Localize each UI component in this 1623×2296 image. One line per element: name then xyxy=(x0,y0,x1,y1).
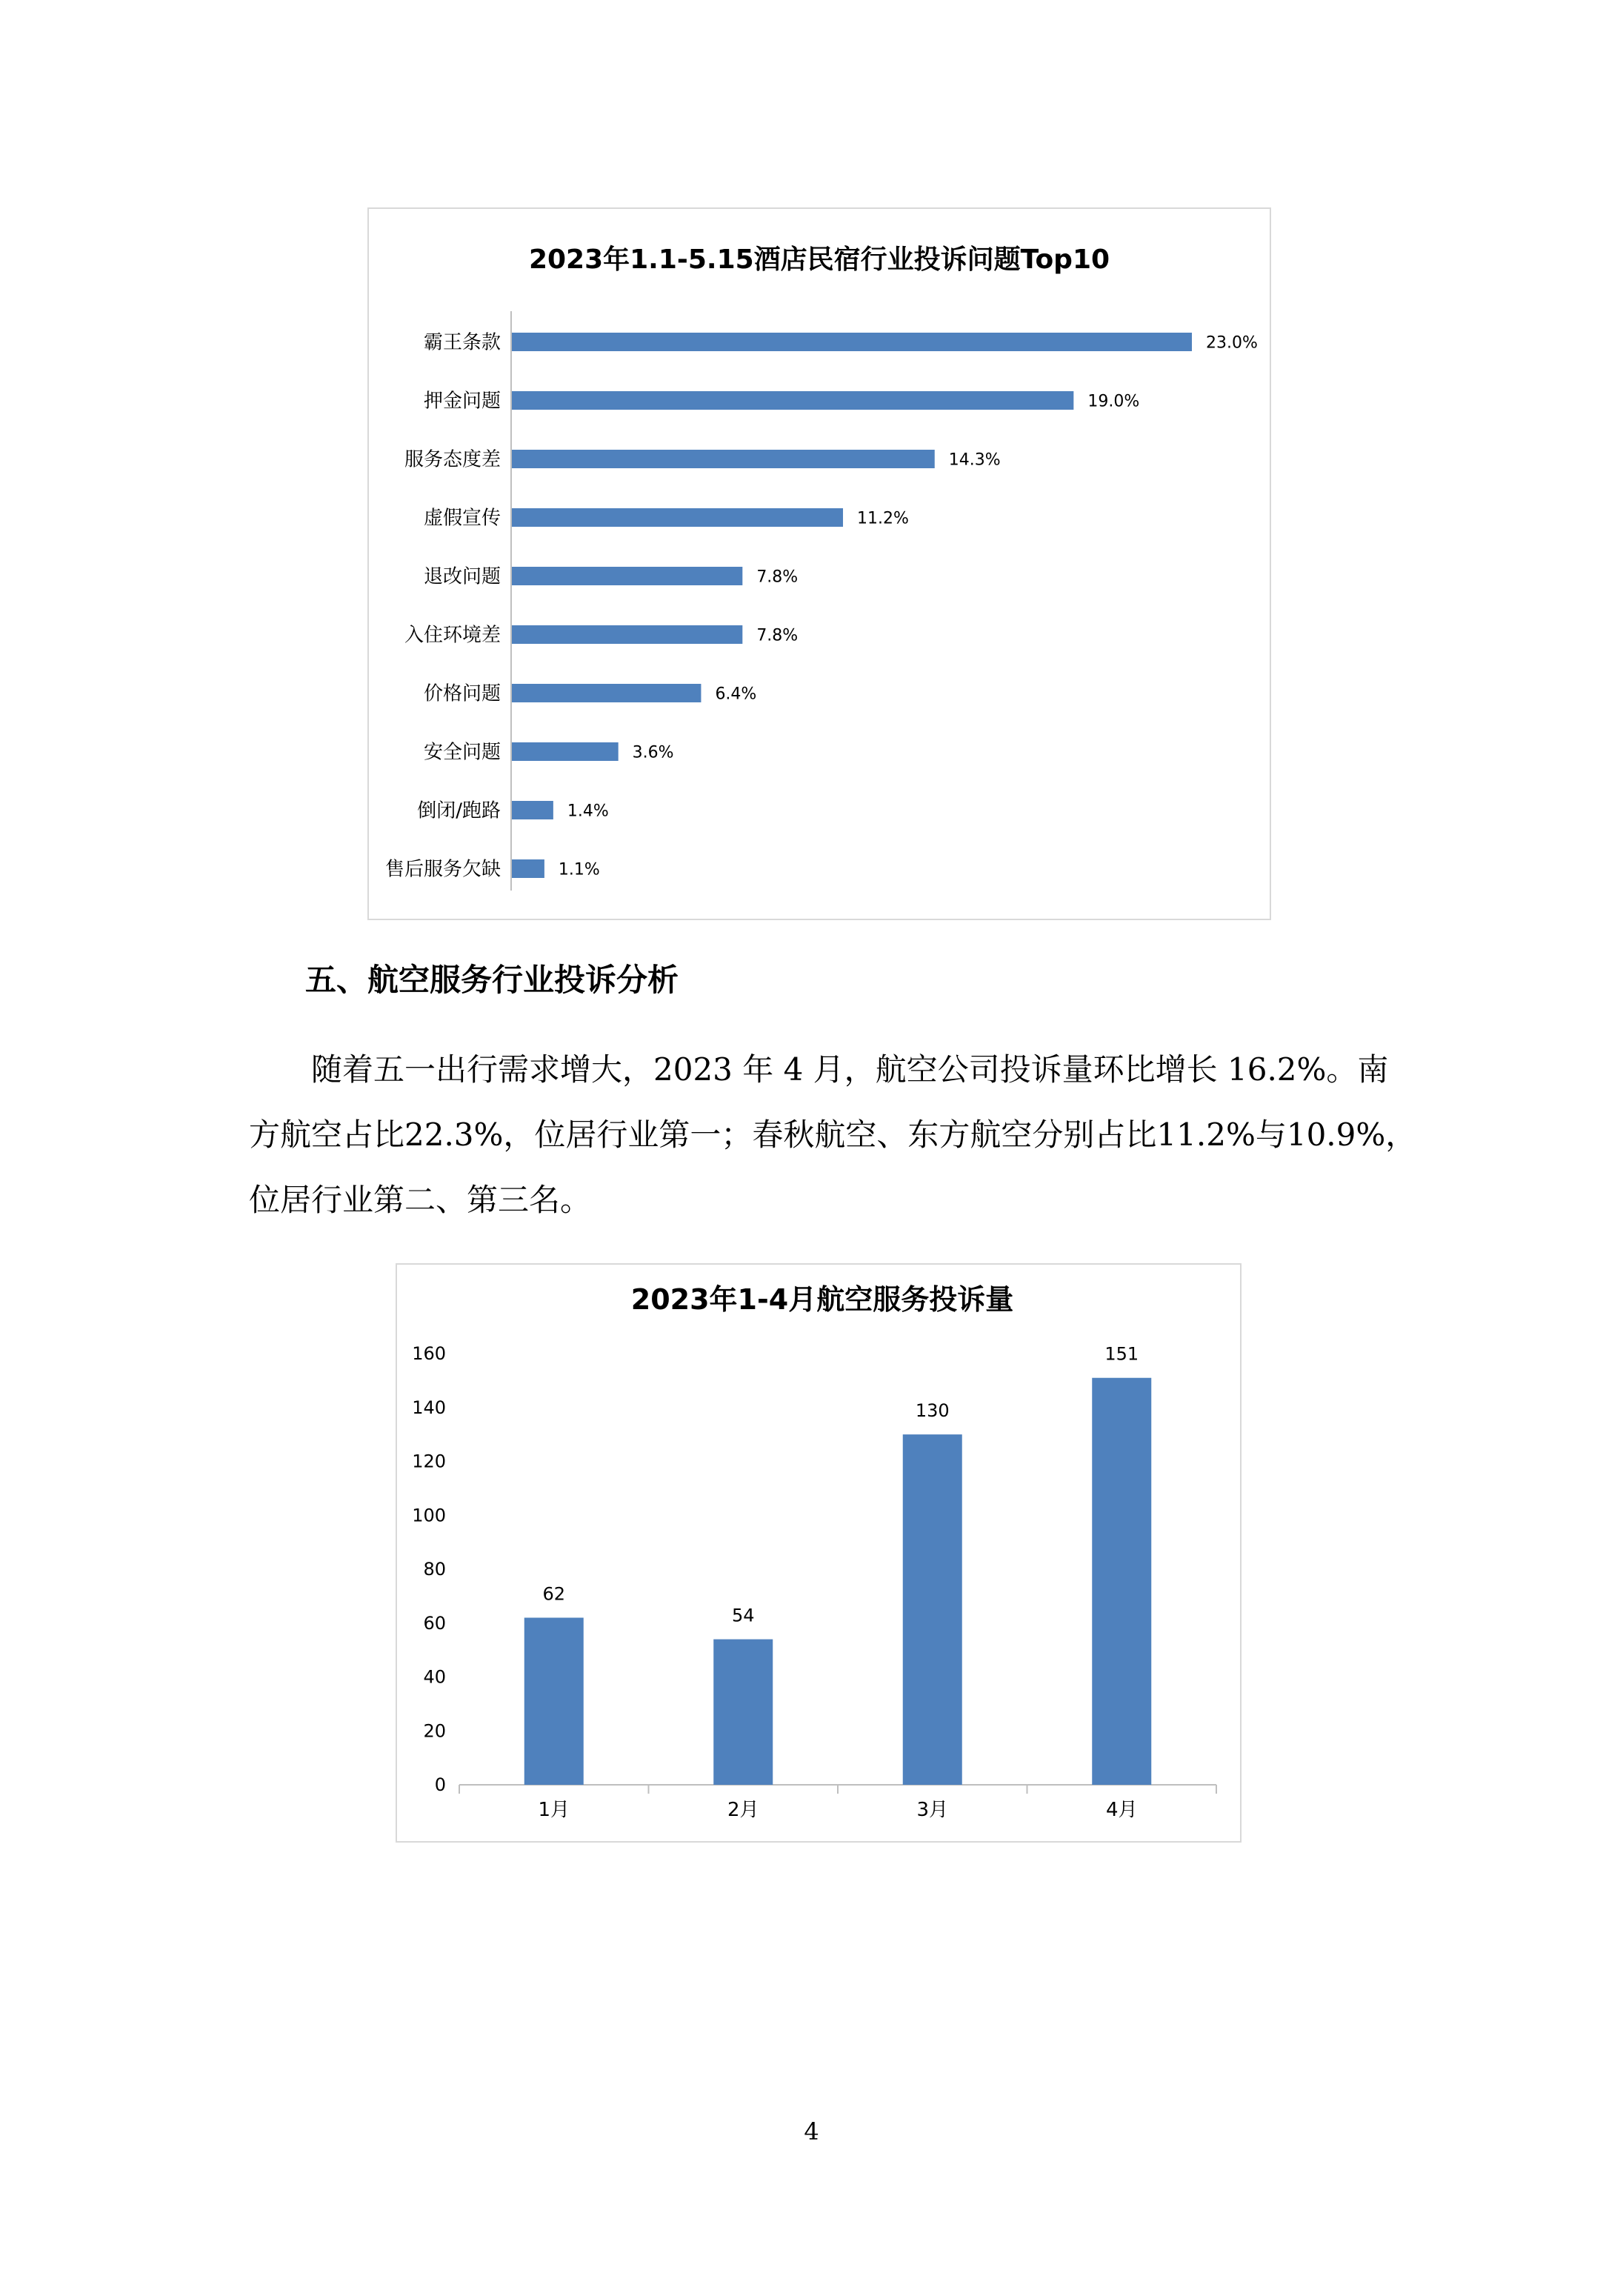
page-number: 4 xyxy=(804,2117,819,2146)
y-tick-label: 20 xyxy=(423,1720,446,1742)
category-label: 1月 xyxy=(538,1799,570,1821)
chart-title: 2023年1.1-5.15酒店民宿行业投诉问题Top10 xyxy=(528,244,1110,275)
bar xyxy=(512,333,1192,351)
bar xyxy=(713,1640,773,1785)
category-label: 霸王条款 xyxy=(423,331,501,354)
y-tick-label: 100 xyxy=(412,1505,446,1526)
y-tick-label: 60 xyxy=(423,1612,446,1634)
category-label: 2月 xyxy=(727,1799,759,1821)
data-label: 1.1% xyxy=(558,860,600,879)
category-label: 安全问题 xyxy=(423,741,501,764)
category-label: 售后服务欠缺 xyxy=(384,858,501,881)
bar xyxy=(512,450,935,468)
y-tick-label: 160 xyxy=(412,1343,446,1364)
hotel-complaints-chart xyxy=(367,207,1271,920)
body-paragraph xyxy=(249,1037,1417,1233)
airline-complaints-chart-svg xyxy=(397,1265,1240,1841)
bar xyxy=(512,684,701,702)
data-label: 7.8% xyxy=(756,568,799,587)
bar xyxy=(903,1434,962,1785)
category-label: 退改问题 xyxy=(423,565,501,588)
section-heading: 五、航空服务行业投诉分析 xyxy=(305,962,679,998)
category-label: 3月 xyxy=(916,1799,949,1821)
chart-title: 2023年1-4月航空服务投诉量 xyxy=(630,1283,1014,1316)
bar xyxy=(512,801,553,819)
data-label: 62 xyxy=(542,1583,566,1605)
data-label: 14.3% xyxy=(948,450,1001,470)
paragraph-line-3: 位居行业第二、第三名。 xyxy=(249,1182,592,1218)
bar xyxy=(512,508,843,527)
bar xyxy=(512,625,742,644)
y-tick-label: 140 xyxy=(412,1397,446,1418)
data-label: 130 xyxy=(915,1400,950,1422)
bar xyxy=(1092,1378,1151,1785)
category-label: 倒闭/跑路 xyxy=(417,799,501,822)
data-label: 151 xyxy=(1104,1343,1139,1365)
category-label: 价格问题 xyxy=(423,682,501,705)
category-label: 虚假宣传 xyxy=(423,507,501,530)
data-label: 6.4% xyxy=(715,685,757,704)
paragraph-line-1: 随着五一出行需求增大，2023 年 4 月，航空公司投诉量环比增长 16.2%。南 xyxy=(311,1051,1389,1088)
category-label: 4月 xyxy=(1105,1799,1138,1821)
category-label: 服务态度差 xyxy=(404,448,501,471)
data-label: 7.8% xyxy=(756,626,799,645)
data-label: 19.0% xyxy=(1087,392,1140,411)
bar xyxy=(512,567,742,585)
y-tick-label: 80 xyxy=(423,1559,446,1580)
data-label: 54 xyxy=(731,1605,755,1626)
category-label: 押金问题 xyxy=(423,390,501,413)
category-label: 入住环境差 xyxy=(404,624,501,647)
data-label: 11.2% xyxy=(857,509,909,528)
y-tick-label: 0 xyxy=(434,1774,446,1795)
bar xyxy=(512,391,1073,410)
data-label: 3.6% xyxy=(632,743,674,762)
bar xyxy=(512,742,619,761)
bar xyxy=(524,1617,584,1785)
paragraph-line-2: 方航空占比22.3%，位居行业第一；春秋航空、东方航空分别占比11.2%与10.9%， xyxy=(249,1117,1417,1153)
airline-complaints-chart xyxy=(396,1263,1242,1843)
y-tick-label: 40 xyxy=(423,1666,446,1688)
bar xyxy=(512,859,544,878)
data-label: 1.4% xyxy=(567,802,609,821)
data-label: 23.0% xyxy=(1206,333,1258,353)
y-tick-label: 120 xyxy=(412,1451,446,1472)
hotel-complaints-chart-svg xyxy=(369,209,1270,919)
